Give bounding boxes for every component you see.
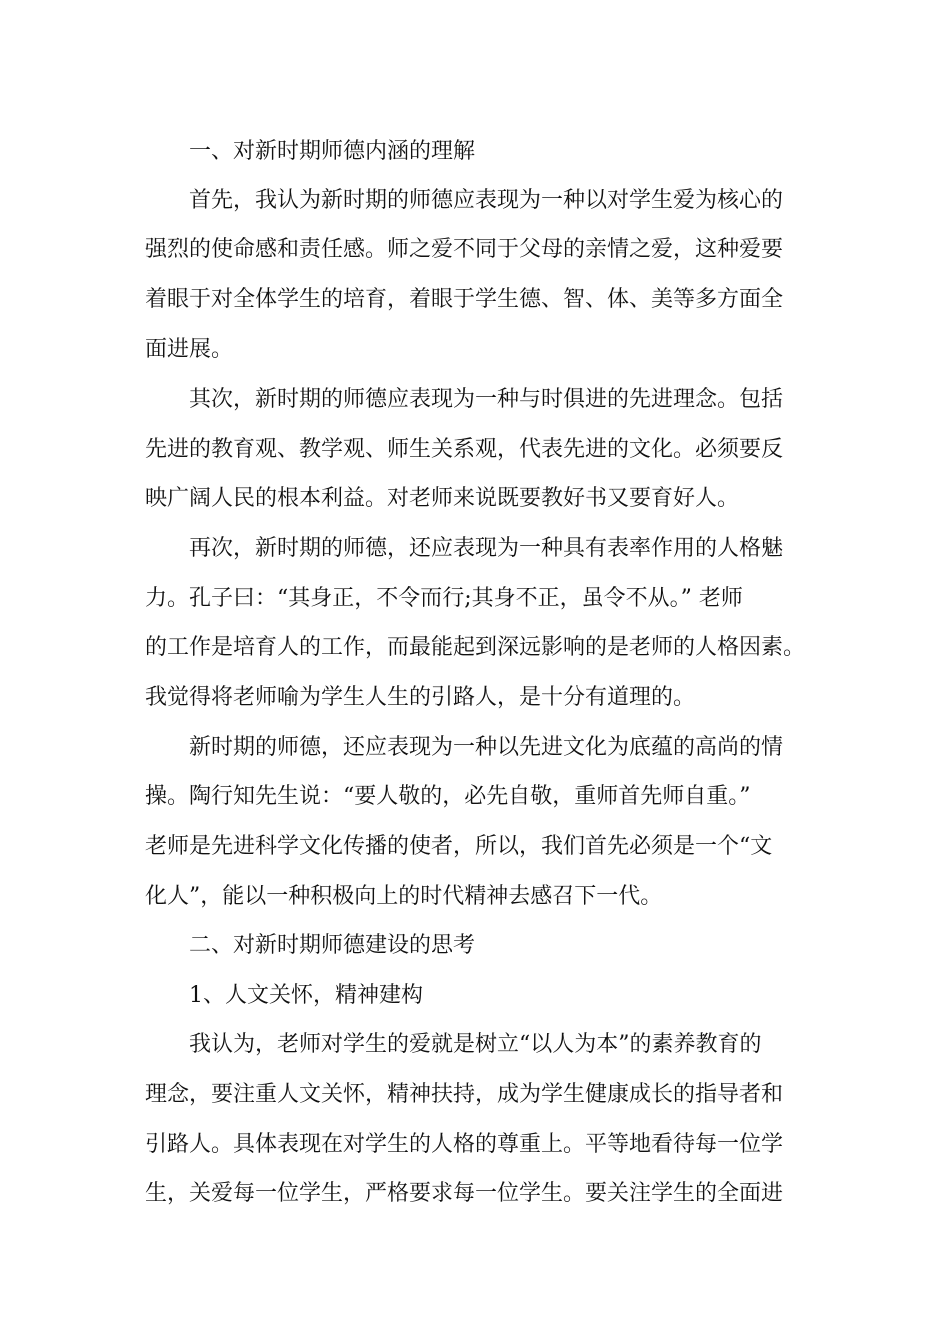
paragraph-line: 映广阔人民的根本利益。对老师来说既要教好书又要育好人。 xyxy=(145,486,740,511)
paragraph-line: 先进的教育观、教学观、师生关系观，代表先进的文化。必须要反 xyxy=(145,437,784,462)
paragraph-line: 生，关爱每一位学生，严格要求每一位学生。要关注学生的全面进 xyxy=(145,1181,784,1206)
paragraph-line: 引路人。具体表现在对学生的人格的尊重上。平等地看待每一位学 xyxy=(145,1132,784,1157)
paragraph-line: 强烈的使命感和责任感。师之爱不同于父母的亲情之爱，这种爱要 xyxy=(145,237,784,262)
paragraph-line: 操。陶行知先生说：“要人敬的，必先自敬，重师首先师自重。” xyxy=(145,784,751,809)
subsection-heading: 1、人文关怀，精神建构 xyxy=(189,983,423,1008)
paragraph-line: 我认为，老师对学生的爱就是树立“以人为本”的素养教育的 xyxy=(189,1032,762,1057)
paragraph-line: 面进展。 xyxy=(145,337,234,362)
paragraph-line: 老师是先进科学文化传播的使者，所以，我们首先必须是一个“文 xyxy=(145,834,773,859)
paragraph-line: 的工作是培育人的工作，而最能起到深远影响的是老师的人格因素。 xyxy=(145,635,806,660)
paragraph-line: 化人”，能以一种积极向上的时代精神去感召下一代。 xyxy=(145,884,663,909)
section-heading-2: 二、对新时期师德建设的思考 xyxy=(189,933,476,958)
section-heading-1: 一、对新时期师德内涵的理解 xyxy=(189,139,476,164)
paragraph-line: 力。孔子曰：“其身正，不令而行;其身不正，虽令不从。” 老师 xyxy=(145,586,743,611)
paragraph-line: 新时期的师德，还应表现为一种以先进文化为底蕴的高尚的情 xyxy=(189,735,784,760)
paragraph-line: 着眼于对全体学生的培育，着眼于学生德、智、体、美等多方面全 xyxy=(145,287,784,312)
paragraph-line: 再次，新时期的师德，还应表现为一种具有表率作用的人格魅 xyxy=(189,536,784,561)
paragraph-line: 理念，要注重人文关怀，精神扶持，成为学生健康成长的指导者和 xyxy=(145,1082,784,1107)
paragraph-line: 其次，新时期的师德应表现为一种与时俱进的先进理念。包括 xyxy=(189,387,784,412)
paragraph-line: 首先，我认为新时期的师德应表现为一种以对学生爱为核心的 xyxy=(189,188,784,213)
paragraph-line: 我觉得将老师喻为学生人生的引路人，是十分有道理的。 xyxy=(145,685,696,710)
